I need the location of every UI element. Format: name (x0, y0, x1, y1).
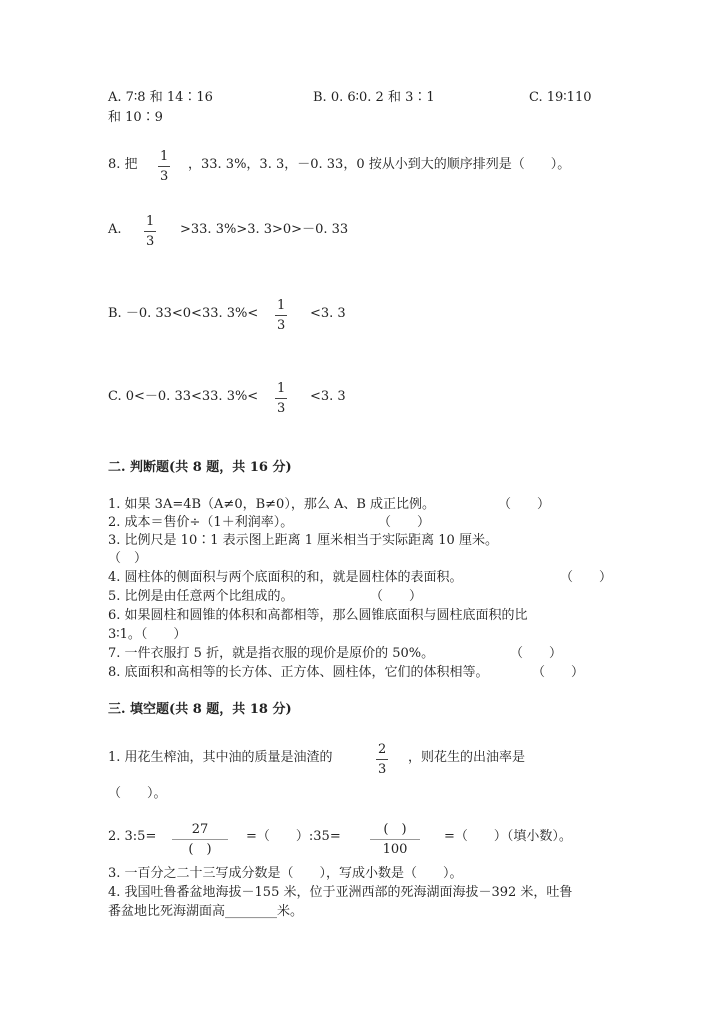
fill-q2-fraction-1 (172, 822, 228, 857)
fill-q2-fraction-1-numerator: 27 (191, 822, 209, 837)
q8-fraction (158, 149, 170, 184)
fill-q4-line-1: 4. 我国吐鲁番盆地海拔－155 米，位于亚洲西部的死海湖面海拔－392 米，吐鲁 (108, 885, 573, 900)
q8-option-c-numerator: 1 (277, 381, 286, 396)
judge-item-2: 2. 成本＝售价÷（1＋利润率）。 (108, 515, 294, 530)
q7-option-c: C. 19∶110 (529, 90, 592, 105)
fill-q1-rest: ，则花生的出油率是 (408, 750, 526, 765)
judge-item-6: 6. 如果圆柱和圆锥的体积和高都相等，那么圆锥底面积与圆柱底面积的比 (108, 608, 528, 623)
fill-q1-fraction (376, 742, 388, 777)
judge-item-2-bracket: （ ） (378, 515, 431, 530)
q8-option-b-rest: <3. 3 (310, 306, 346, 321)
q8-option-a-rest: >33. 3%>3. 3>0>－0. 33 (180, 222, 349, 237)
judge-item-8-bracket: （ ） (532, 665, 585, 680)
q8-option-b-text: B. －0. 33<0<33. 3%< (108, 306, 259, 321)
judge-item-8: 8. 底面积和高相等的长方体、正方体、圆柱体，它们的体积相等。 (108, 665, 489, 680)
q8-option-c-bar (275, 398, 287, 399)
q8-option-b-bar (275, 315, 287, 316)
q8-option-c-fraction (275, 381, 287, 416)
q8-option-a-bar (144, 231, 156, 232)
q8-option-a-numerator: 1 (146, 214, 155, 229)
q8-option-c-text: C. 0<－0. 33<33. 3%< (108, 389, 259, 404)
fill-q1-numerator: 2 (378, 742, 387, 757)
q8-option-c-rest: <3. 3 (310, 389, 346, 404)
q8-option-b-denominator: 3 (277, 318, 286, 333)
q8-option-b-numerator: 1 (277, 298, 286, 313)
q7-option-a: A. 7∶8 和 14∶16 (108, 90, 213, 105)
fill-q1-bar (376, 759, 388, 760)
q8-prefix: 8. 把 (108, 157, 138, 172)
fill-q1-text: 1. 用花生榨油，其中油的质量是油渣的 (108, 750, 333, 765)
fill-q2-fraction-2-denominator: 100 (382, 842, 408, 857)
judge-item-1-bracket: （ ） (498, 497, 551, 512)
section2-title: 二. 判断题(共 8 题，共 16 分) (108, 460, 292, 475)
q7-option-b: B. 0. 6∶0. 2 和 3∶1 (313, 90, 435, 105)
fill-q2-fraction-2-numerator: ( ) (383, 822, 407, 837)
fill-q3: 3. 一百分之二十三写成分数是（ ），写成小数是（ ）。 (108, 866, 463, 881)
q8-option-a-fraction (144, 214, 156, 249)
fill-q2-fraction-1-denominator: ( ) (188, 842, 212, 857)
section3-title: 三. 填空题(共 8 题，共 18 分) (108, 702, 292, 717)
judge-item-6-bracket: 3∶1。（ ） (108, 627, 187, 642)
judge-item-3-bracket: （ ） (108, 551, 148, 566)
judge-item-7: 7. 一件衣服打 5 折，就是指衣服的现价是原价的 50%。 (108, 646, 435, 661)
fill-q2-fraction-1-bar (172, 839, 228, 840)
q8-option-a-label: A. (108, 222, 122, 237)
judge-item-5: 5. 比例是由任意两个比组成的。 (108, 589, 294, 604)
fill-q2-fraction-2 (370, 822, 420, 857)
judge-item-7-bracket: （ ） (510, 646, 563, 661)
q7-option-c-continued: 和 10∶9 (108, 110, 163, 125)
judge-item-5-bracket: （ ） (370, 589, 423, 604)
judge-item-1: 1. 如果 3A=4B（A≠0，B≠0），那么 A、B 成正比例。 (108, 497, 436, 512)
q8-fraction-numerator: 1 (160, 149, 169, 164)
q8-fraction-bar (158, 166, 170, 167)
q8-suffix: ，33. 3%，3. 3，－0. 33，0 按从小到大的顺序排列是（ ）。 (188, 157, 571, 172)
q8-option-b-fraction (275, 298, 287, 333)
fill-q1-denominator: 3 (378, 762, 387, 777)
fill-q2-fraction-2-bar (370, 839, 420, 840)
q8-option-a-denominator: 3 (146, 234, 155, 249)
fill-q2-middle-2: =（ ）（填小数）。 (444, 829, 572, 844)
q8-option-c-denominator: 3 (277, 401, 286, 416)
judge-item-4-bracket: （ ） (560, 570, 613, 585)
fill-q1-blank: （ ）。 (108, 786, 167, 801)
fill-q4-line-2: 番盆地比死海湖面高________米。 (108, 904, 304, 919)
judge-item-3: 3. 比例尺是 10∶1 表示图上距离 1 厘米相当于实际距离 10 厘米。 (108, 533, 498, 548)
fill-q2-middle-1: =（ ）:35= (246, 829, 341, 844)
judge-item-4: 4. 圆柱体的侧面积与两个底面积的和，就是圆柱体的表面积。 (108, 570, 463, 585)
fill-q2-prefix: 2. 3:5= (108, 829, 157, 844)
q8-fraction-denominator: 3 (160, 169, 169, 184)
